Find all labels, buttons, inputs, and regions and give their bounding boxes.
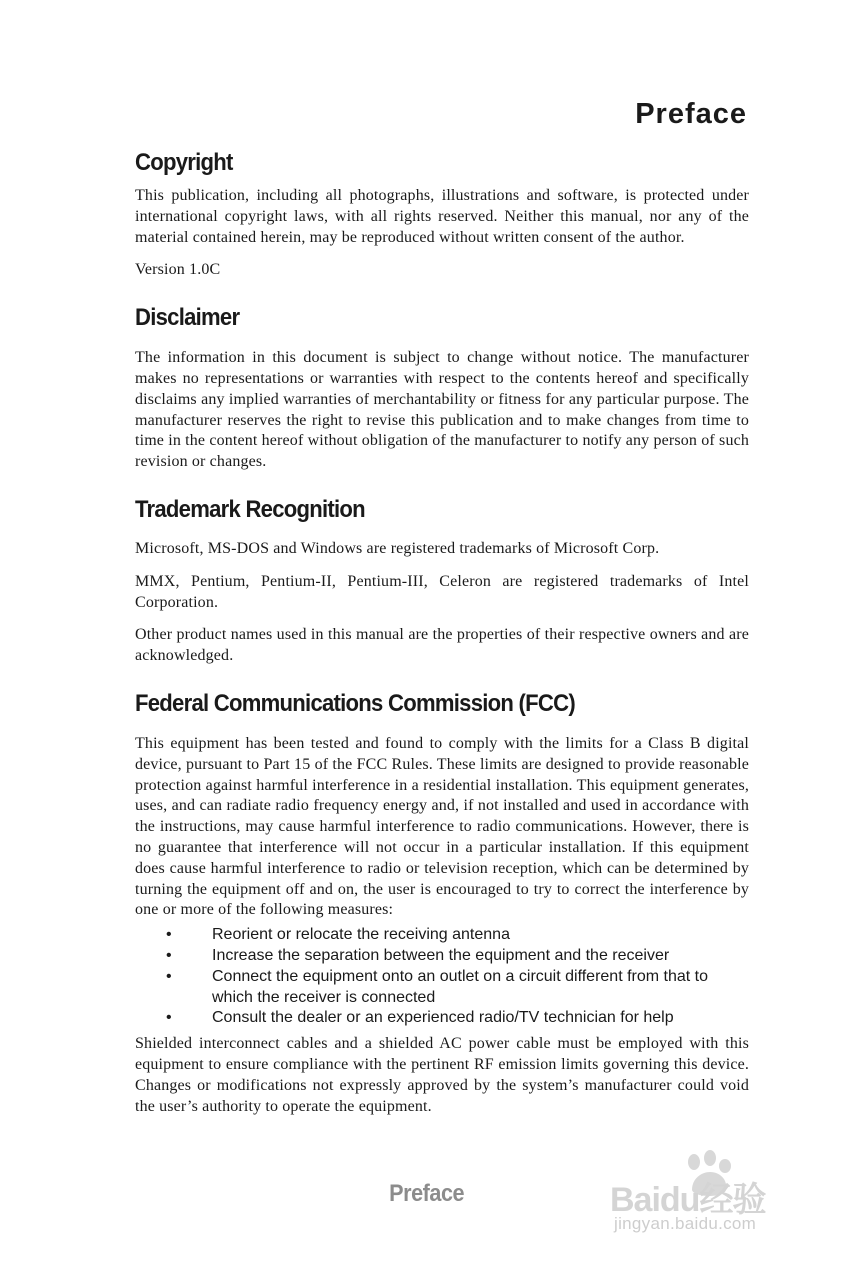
list-item [135,946,749,967]
disclaimer-section [135,301,749,473]
bullet-icon: • [166,926,172,944]
fcc-measures-list [135,925,749,1029]
list-item-text: Consult the dealer or an experienced radio/TV technician for help [212,1009,674,1027]
trademark-paragraph: Other product names used in this manual are the properties of their respective owners and are acknowledged. [135,626,749,665]
trademark-heading: Trademark Recognition [135,495,365,523]
list-item [135,1008,749,1029]
watermark-brand: Baidu经验 [610,1181,766,1219]
bullet-icon: • [166,1009,172,1027]
version-text: Version 1.0C [135,261,221,279]
bullet-icon: • [166,967,172,985]
disclaimer-heading: Disclaimer [135,304,240,332]
copyright-paragraph: This publication, including all photographs, illustrations and software, is protected under international copyright laws, with all rights reserved. Neither this manual, nor any of the material contained herein, may be reproduced without written consent of the author. [135,187,749,246]
trademark-section [135,493,749,667]
copyright-heading: Copyright [135,149,233,176]
list-item-text: Connect the equipment onto an outlet on a circuit different from that to which the receiver is connected [212,967,709,1006]
list-item-text: Increase the separation between the equipment and the receiver [212,946,670,964]
fcc-closing-paragraph: Shielded interconnect cables and a shielded AC power cable must be employed with this equipment to ensure compliance with the pertinent RF emission limits governing this device. Changes or modifications not expressly approved by the system’s manufacturer could void the user’s authority to operate the equipment. [135,1035,749,1115]
footer-label: Preface [389,1180,465,1207]
watermark-url: jingyan.baidu.com [614,1214,757,1233]
document-body [135,146,749,1117]
list-item [135,925,749,946]
fcc-section [135,687,749,1117]
list-item [135,967,749,1009]
page-title: Preface [635,98,747,130]
trademark-paragraph: MMX, Pentium, Pentium-II, Pentium-III, Celeron are registered trademarks of Intel Corporation. [135,572,749,611]
list-item-text: Reorient or relocate the receiving antenna [212,926,510,944]
copyright-section [135,146,749,281]
fcc-intro-paragraph: This equipment has been tested and found to comply with the limits for a Class B digital device, pursuant to Part 15 of the FCC Rules. These limits are designed to provide reasonable protection against harmful interference in a residential installation. This equipment generates, uses, and can radiate radio frequency energy and, if not installed and used in accordance with the instructions, may cause harmful interference to radio communications. However, there is no guarantee that interference will not occur in a particular installation. If this equipment does cause harmful interference to radio or television reception, which can be determined by turning the equipment off and on, the user is encouraged to try to correct the interference by one or more of the following measures: [135,734,749,919]
disclaimer-paragraph: The information in this document is subject to change without notice. The manufacturer makes no representations or warranties with respect to the contents hereof and specifically disclaims any implied warranties of merchantability or fitness for any particular purpose. The manufacturer reserves the right to revise this publication and to make changes from time to time in the content hereof without obligation of the manufacturer to notify any person of such revision or changes. [135,349,749,471]
bullet-icon: • [166,946,172,964]
fcc-heading: Federal Communications Commission (FCC) [135,689,575,717]
trademark-paragraph: Microsoft, MS-DOS and Windows are registered trademarks of Microsoft Corp. [135,539,660,557]
watermark [600,1150,810,1250]
